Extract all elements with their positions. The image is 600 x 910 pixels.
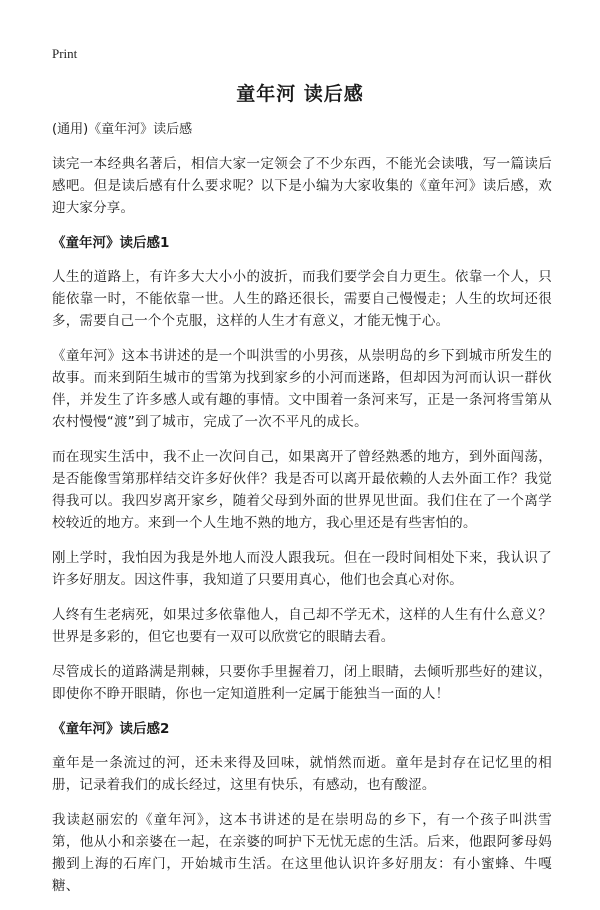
print-link[interactable]: Print — [52, 46, 78, 61]
document-title: 童年河 读后感 — [236, 83, 364, 105]
section1-paragraph-5: 人终有生老病死，如果过多依靠他人，自己却不学无术，这样的人生有什么意义？世界是多彩的，但它也要有一双可以欣赏它的眼睛去看。 — [52, 607, 552, 645]
section-heading-1: 《童年河》读后感1 — [52, 235, 170, 251]
section1-paragraph-2: 《童年河》这本书讲述的是一个叫洪雪的小男孩，从崇明岛的乡下到城市所发生的故事。而来到陌生城市的雪第为找到家乡的小河而迷路，但却因为河而认识一群伙伴，并发生了许多感人或有趣的事情。文中围着一条河来写，正是一条河将雪第从农村慢慢“渡”到了城市，完成了一次不平凡的成长。 — [52, 348, 552, 430]
document-subtitle: (通用)《童年河》读后感 — [52, 122, 193, 137]
section2-paragraph-2: 我读赵丽宏的《童年河》，这本书讲述的是在崇明岛的乡下，有一个孩子叫洪雪第，他从小和亲婆在一起，在亲婆的呵护下无忧无虑的生活。后来，他跟阿爹母妈搬到上海的石库门，开始城市生活。在这里他认识许多好朋友：有小蜜蜂、牛嘎糖、 — [52, 812, 552, 894]
section-heading-2: 《童年河》读后感2 — [52, 721, 170, 737]
section1-paragraph-4: 刚上学时，我怕因为我是外地人而没人跟我玩。但在一段时间相处下来，我认识了许多好朋友。因这件事，我知道了只要用真心，他们也会真心对你。 — [52, 550, 552, 588]
section1-paragraph-3: 而在现实生活中，我不止一次问自己，如果离开了曾经熟悉的地方，到外面闯荡，是否能像雪第那样结交许多好伙伴？我是否可以离开最依赖的人去外面工作？我觉得我可以。我四岁离开家乡，随着父母到外面的世界见世面。我们住在了一个离学校较近的地方。来到一个人生地不熟的地方，我心里还是有些害怕的。 — [52, 449, 552, 531]
document-body — [52, 120, 552, 910]
section1-paragraph-1: 人生的道路上，有许多大大小小的波折，而我们要学会自力更生。依靠一个人，只能依靠一时，不能依靠一世。人生的路还很长，需要自己慢慢走；人生的坎坷还很多，需要自己一个个克服，这样的人生才有意义，才能无愧于心。 — [52, 269, 552, 329]
section1-paragraph-6: 尽管成长的道路满是荆棘，只要你手里握着刀，闭上眼睛，去倾听那些好的建议，即使你不睁开眼睛，你也一定知道胜利一定属于能独当一面的人！ — [52, 664, 552, 702]
intro-paragraph: 读完一本经典名著后，相信大家一定领会了不少东西，不能光会读哦，写一篇读后感吧。但是读后感有什么要求呢？以下是小编为大家收集的《童年河》读后感，欢迎大家分享。 — [52, 156, 552, 216]
section2-paragraph-1: 童年是一条流过的河，还未来得及回味，就悄然而逝。童年是封存在记忆里的相册，记录着我们的成长经过，这里有快乐，有感动，也有酸涩。 — [52, 755, 552, 793]
